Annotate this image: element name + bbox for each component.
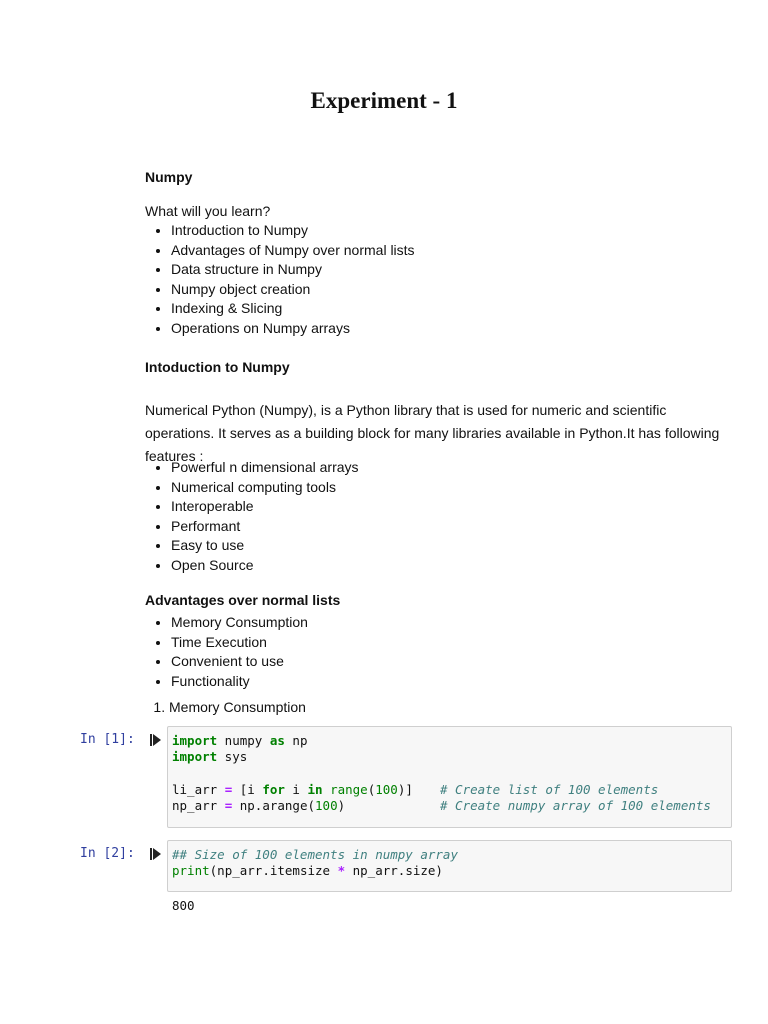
list-item: • Operations on Numpy arrays: [171, 319, 735, 339]
advantages-block: [145, 613, 735, 691]
list-item: • Numerical computing tools: [171, 478, 735, 498]
learn-list: [145, 221, 735, 338]
code-cell-2[interactable]: [80, 840, 732, 892]
cell-prompt: In [1]:: [80, 732, 135, 747]
numbered-list: [145, 698, 735, 718]
code-line: import sys: [172, 749, 248, 765]
advantages-list: [145, 613, 735, 691]
run-cell-icon[interactable]: [150, 847, 162, 861]
list-item: • Indexing & Slicing: [171, 299, 735, 319]
section-heading: Numpy: [145, 169, 193, 185]
section-heading: Advantages over normal lists: [145, 592, 341, 608]
cell-output: 800: [172, 898, 195, 913]
cell-prompt: In [2]:: [80, 846, 135, 861]
list-item: • Easy to use: [171, 536, 735, 556]
list-item: • Performant: [171, 517, 735, 537]
list-item: • Interoperable: [171, 497, 735, 517]
code-line: li_arr = [i for i in range(100)] # Create list of 100 elements: [172, 781, 659, 797]
section-numpy: [145, 169, 735, 185]
code-cell-1[interactable]: [80, 726, 732, 828]
list-item: • Functionality: [171, 672, 735, 692]
list-item: • Powerful n dimensional arrays: [171, 458, 735, 478]
code-comment: # Create numpy array of 100 elements: [440, 798, 711, 814]
code-editor[interactable]: [167, 726, 732, 828]
run-cell-icon[interactable]: [150, 733, 162, 747]
code-editor[interactable]: [167, 840, 732, 892]
code-comment: # Create list of 100 elements: [440, 781, 659, 797]
learn-block: [145, 201, 735, 338]
code-line: print(np_arr.itemsize * np_arr.size): [172, 863, 443, 879]
list-item: • Introduction to Numpy: [171, 221, 735, 241]
list-item: 1. Memory Consumption: [169, 698, 735, 718]
page-title: Experiment - 1: [310, 88, 458, 113]
learn-intro: What will you learn?: [145, 203, 271, 219]
section-intro: [145, 359, 735, 375]
intro-paragraph: Numerical Python (Numpy), is a Python library that is used for numeric and scientific operations. It serves as a building block for many libraries available in Python.It has following features :: [145, 402, 720, 464]
code-line: np_arr = np.arange(100) # Create numpy array of 100 elements: [172, 798, 711, 814]
list-item: • Memory Consumption: [171, 613, 735, 633]
features-block: [145, 458, 735, 575]
list-item: • Convenient to use: [171, 652, 735, 672]
code-line: ## Size of 100 elements in numpy array: [172, 847, 458, 862]
code-line-blank: [172, 766, 731, 782]
section-advantages: [145, 592, 735, 608]
features-list: [145, 458, 735, 575]
code-line: import numpy as np: [172, 733, 308, 748]
list-item: • Time Execution: [171, 633, 735, 653]
list-item: • Data structure in Numpy: [171, 260, 735, 280]
section-heading: Intoduction to Numpy: [145, 359, 290, 375]
list-item: • Numpy object creation: [171, 280, 735, 300]
list-item: • Open Source: [171, 556, 735, 576]
numbered-block: [145, 698, 735, 718]
list-item: • Advantages of Numpy over normal lists: [171, 241, 735, 261]
